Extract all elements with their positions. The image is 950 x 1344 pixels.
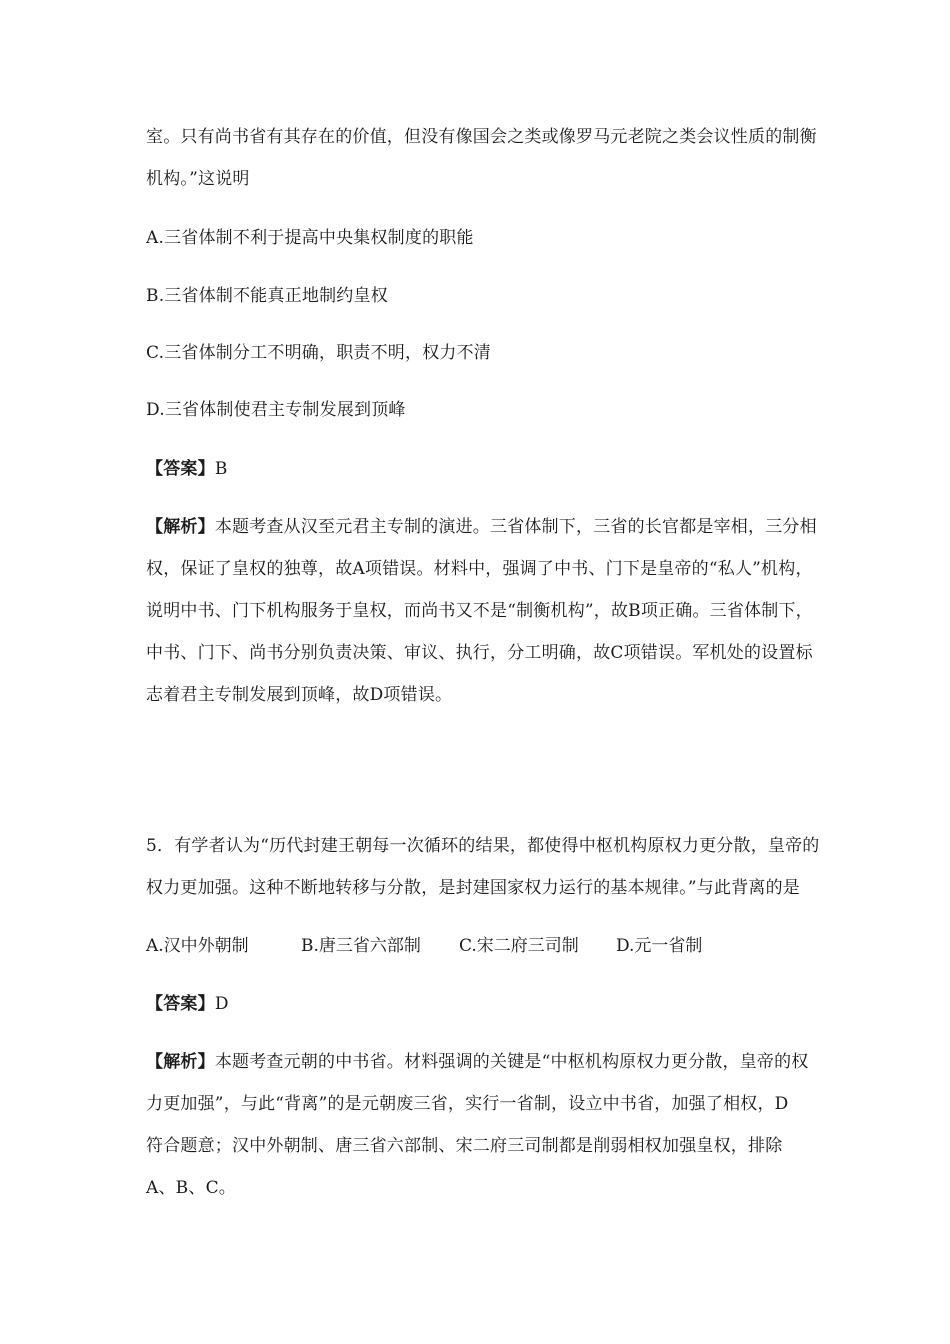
q5-option-a: A.汉中外朝制 (146, 936, 249, 956)
q5-answer-label: 【答案】 (146, 994, 215, 1014)
q5-analysis-line-1 (146, 1050, 809, 1074)
q4-option-b: B.三省体制不能真正地制约皇权 (146, 286, 388, 306)
q4-stem-line-1: 室。只有尚书省有其存在的价值，但没有像国会之类或像罗马元老院之类会议性质的制衡 (146, 127, 817, 147)
q4-analysis-line-2: 权，保证了皇权的独尊，故A项错误。材料中，强调了中书、门下是皇帝的“私人”机构， (146, 559, 813, 579)
q5-option-c: C.宋二府三司制 (459, 936, 579, 956)
q5-analysis-text-1: 本题考查元朝的中书省。材料强调的关键是“中枢机构原权力更分散，皇帝的权 (214, 1052, 809, 1072)
q4-analysis-label: 【解析】 (146, 517, 215, 537)
q5-analysis-line-4: A、B、C。 (146, 1178, 236, 1198)
q5-answer-value: D (214, 994, 229, 1014)
q4-analysis-line-5: 志着君主专制发展到顶峰，故D项错误。 (146, 685, 453, 705)
q5-analysis-line-2: 力更加强”，与此“背离”的是元朝废三省，实行一省制，设立中书省，加强了相权，D (146, 1094, 789, 1114)
q4-answer-value: B (214, 459, 228, 479)
q5-analysis-line-3: 符合题意；汉中外朝制、唐三省六部制、宋二府三司制都是削弱相权加强皇权，排除 (146, 1136, 783, 1156)
q4-answer-label: 【答案】 (146, 459, 215, 479)
q4-answer (146, 457, 228, 481)
q4-option-a: A.三省体制不利于提高中央集权制度的职能 (146, 228, 474, 248)
q4-analysis-line-1 (146, 515, 817, 539)
q4-analysis-text-1: 本题考查从汉至元君主专制的演进。三省体制下，三省的长官都是宰相，三分相 (214, 517, 817, 537)
q4-option-d: D.三省体制使君主专制发展到顶峰 (146, 400, 406, 420)
q5-answer (146, 992, 229, 1016)
q4-analysis-line-4: 中书、门下、尚书分别负责决策、审议、执行，分工明确，故C项错误。军机处的设置标 (146, 643, 813, 663)
q4-option-c: C.三省体制分工不明确，职责不明，权力不清 (146, 343, 492, 363)
q4-stem-line-2: 机构。”这说明 (146, 169, 250, 189)
q5-stem-line-1: 5．有学者认为“历代封建王朝每一次循环的结果，都使得中枢机构原权力更分散，皇帝的 (146, 836, 820, 856)
q4-analysis-line-3: 说明中书、门下机构服务于皇权，而尚书又不是“制衡机构”，故B项正确。三省体制下， (146, 601, 813, 621)
q5-stem-line-2: 权力更加强。这种不断地转移与分散，是封建国家权力运行的基本规律。”与此背离的是 (146, 878, 800, 898)
q5-analysis-label: 【解析】 (146, 1052, 215, 1072)
q5-option-d: D.元一省制 (616, 936, 703, 956)
q5-option-b: B.唐三省六部制 (301, 936, 421, 956)
